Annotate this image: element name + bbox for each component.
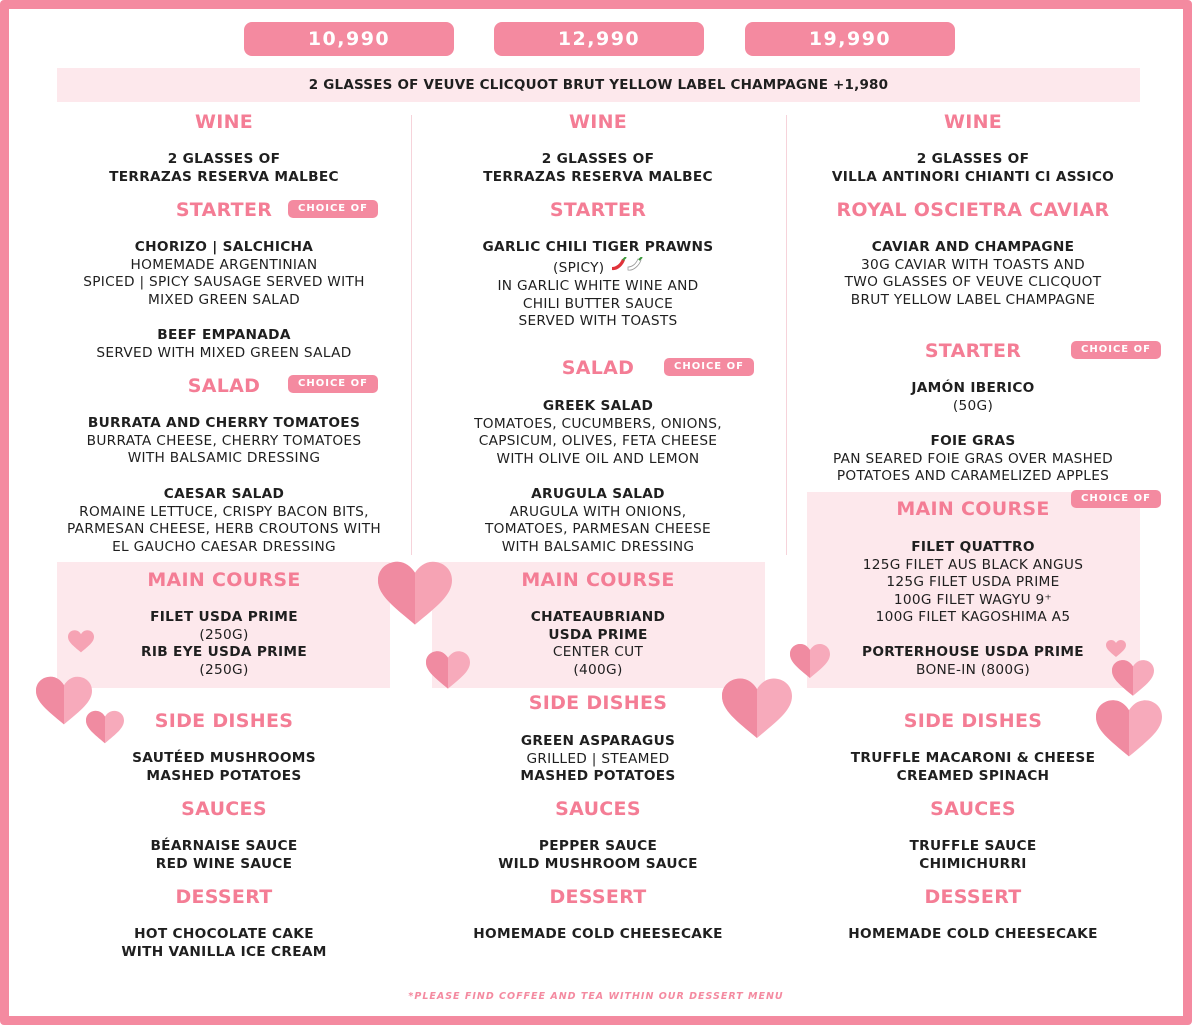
dessert-item: HOT CHOCOLATE CAKE WITH VANILLA ICE CREAM xyxy=(121,926,327,960)
sauces-heading: SAUCES xyxy=(930,798,1016,820)
heart-icon xyxy=(36,676,92,728)
caviar-heading: ROYAL OSCIETRA CAVIAR xyxy=(836,199,1110,221)
salad-heading: SALAD xyxy=(187,375,261,397)
heart-icon xyxy=(426,650,470,692)
salad-item: ARUGULA SALAD ARUGULA WITH ONIONS, TOMATOES, PARMESAN CHEESE WITH BALSAMIC DRESSING xyxy=(484,486,711,555)
starter-item: JAMÓN IBERICO (50G) xyxy=(911,380,1035,414)
dessert-heading: DESSERT xyxy=(924,886,1022,908)
heart-icon xyxy=(1096,700,1162,760)
caviar-item: CAVIAR AND CHAMPAGNE 30G CAVIAR WITH TOASTS AND TWO GLASSES OF VEUVE CLICQUOT BRUT YELLOW LABEL CHAMPAGNE xyxy=(844,239,1102,308)
salad-heading: SALAD xyxy=(561,357,635,379)
side-dishes-heading: SIDE DISHES xyxy=(528,692,668,714)
dessert-heading: DESSERT xyxy=(175,886,273,908)
starter-heading: STARTER xyxy=(175,199,273,221)
choice-of-badge: CHOICE OF xyxy=(1071,341,1161,359)
menu-column-2 xyxy=(411,0,785,1000)
sauces-item: TRUFFLE SAUCE CHIMICHURRI xyxy=(909,838,1037,872)
starter-item: CHORIZO | SALCHICHA HOMEMADE ARGENTINIAN SPICED | SPICY SAUSAGE SERVED WITH MIXED GREEN SALAD xyxy=(83,239,365,308)
choice-of-badge: CHOICE OF xyxy=(288,200,378,218)
starter-item: GARLIC CHILI TIGER PRAWNS (SPICY) IN GARLIC WHITE WINE AND CHILI BUTTER SAUCE SERVED WITH TOASTS xyxy=(482,239,714,330)
salad-item: CAESAR SALAD ROMAINE LETTUCE, CRISPY BACON BITS, PARMESAN CHEESE, HERB CROUTONS WITH EL GAUCHO CAESAR DRESSING xyxy=(67,486,381,555)
starter-heading: STARTER xyxy=(924,340,1022,362)
dessert-item: HOMEMADE COLD CHEESECAKE xyxy=(848,926,1098,942)
sauces-item: BÉARNAISE SAUCE RED WINE SAUCE xyxy=(150,838,298,872)
starter-heading: STARTER xyxy=(549,199,647,221)
salad-item: GREEK SALAD TOMATOES, CUCUMBERS, ONIONS, CAPSICUM, OLIVES, FETA CHEESE WITH OLIVE OIL AND LEMON xyxy=(474,398,722,467)
wine-item: 2 GLASSES OF TERRAZAS RESERVA MALBEC xyxy=(483,151,713,185)
wine-heading: WINE xyxy=(943,111,1003,133)
heart-icon xyxy=(378,560,452,630)
price-tier-1: 10,990 xyxy=(244,22,454,56)
main-course-item: FILET QUATTRO 125G FILET AUS BLACK ANGUS 125G FILET USDA PRIME 100G FILET WAGYU 9⁺ 100G FILET KAGOSHIMA A5 xyxy=(862,539,1084,626)
main-course-item: PORTERHOUSE USDA PRIME BONE-IN (800G) xyxy=(862,644,1084,678)
side-dishes-item: GREEN ASPARAGUS GRILLED | STEAMED MASHED POTATOES xyxy=(520,733,676,785)
price-tier-2: 12,990 xyxy=(494,22,704,56)
main-course-item: FILET USDA PRIME (250G) RIB EYE USDA PRIME (250G) xyxy=(141,609,307,678)
salad-item: BURRATA AND CHERRY TOMATOES BURRATA CHEESE, CHERRY TOMATOES WITH BALSAMIC DRESSING xyxy=(86,415,362,467)
wine-item: 2 GLASSES OF TERRAZAS RESERVA MALBEC xyxy=(109,151,339,185)
sauces-heading: SAUCES xyxy=(181,798,267,820)
starter-item: FOIE GRAS PAN SEARED FOIE GRAS OVER MASHED POTATOES AND CARAMELIZED APPLES xyxy=(832,433,1114,485)
side-dishes-heading: SIDE DISHES xyxy=(903,710,1043,732)
starter-item: BEEF EMPANADA SERVED WITH MIXED GREEN SALAD xyxy=(96,327,352,361)
price-tier-3: 19,990 xyxy=(745,22,955,56)
choice-of-badge: CHOICE OF xyxy=(664,358,754,376)
wine-heading: WINE xyxy=(568,111,628,133)
dessert-item: HOMEMADE COLD CHEESECAKE xyxy=(473,926,723,942)
choice-of-badge: CHOICE OF xyxy=(1071,490,1161,508)
main-course-heading: MAIN COURSE xyxy=(147,569,301,591)
main-course-heading: MAIN COURSE xyxy=(896,498,1050,520)
chili-pepper-icon xyxy=(609,257,643,279)
champagne-upgrade-banner: 2 GLASSES OF VEUVE CLICQUOT BRUT YELLOW LABEL CHAMPAGNE +1,980 xyxy=(57,68,1140,102)
footnote: *PLEASE FIND COFFEE AND TEA WITHIN OUR DESSERT MENU xyxy=(408,991,784,1002)
heart-icon xyxy=(1106,640,1126,658)
choice-of-badge: CHOICE OF xyxy=(288,375,378,393)
sauces-item: PEPPER SAUCE WILD MUSHROOM SAUCE xyxy=(498,838,698,872)
heart-icon xyxy=(790,644,830,680)
side-dishes-item: TRUFFLE MACARONI & CHEESE CREAMED SPINACH xyxy=(850,750,1096,784)
side-dishes-heading: SIDE DISHES xyxy=(154,710,294,732)
menu-column-1 xyxy=(37,0,411,1000)
wine-heading: WINE xyxy=(194,111,254,133)
side-dishes-item: SAUTÉED MUSHROOMS MASHED POTATOES xyxy=(132,750,316,784)
heart-icon xyxy=(68,630,94,654)
main-course-item: CHATEAUBRIAND USDA PRIME CENTER CUT (400G) xyxy=(530,609,666,678)
heart-icon xyxy=(722,678,792,742)
sauces-heading: SAUCES xyxy=(555,798,641,820)
dessert-heading: DESSERT xyxy=(549,886,647,908)
heart-icon xyxy=(86,710,124,746)
menu-column-3 xyxy=(786,0,1160,1000)
wine-item: 2 GLASSES OF VILLA ANTINORI CHIANTI CI ASSICO xyxy=(831,151,1115,185)
heart-icon xyxy=(1112,660,1154,698)
main-course-heading: MAIN COURSE xyxy=(521,569,675,591)
